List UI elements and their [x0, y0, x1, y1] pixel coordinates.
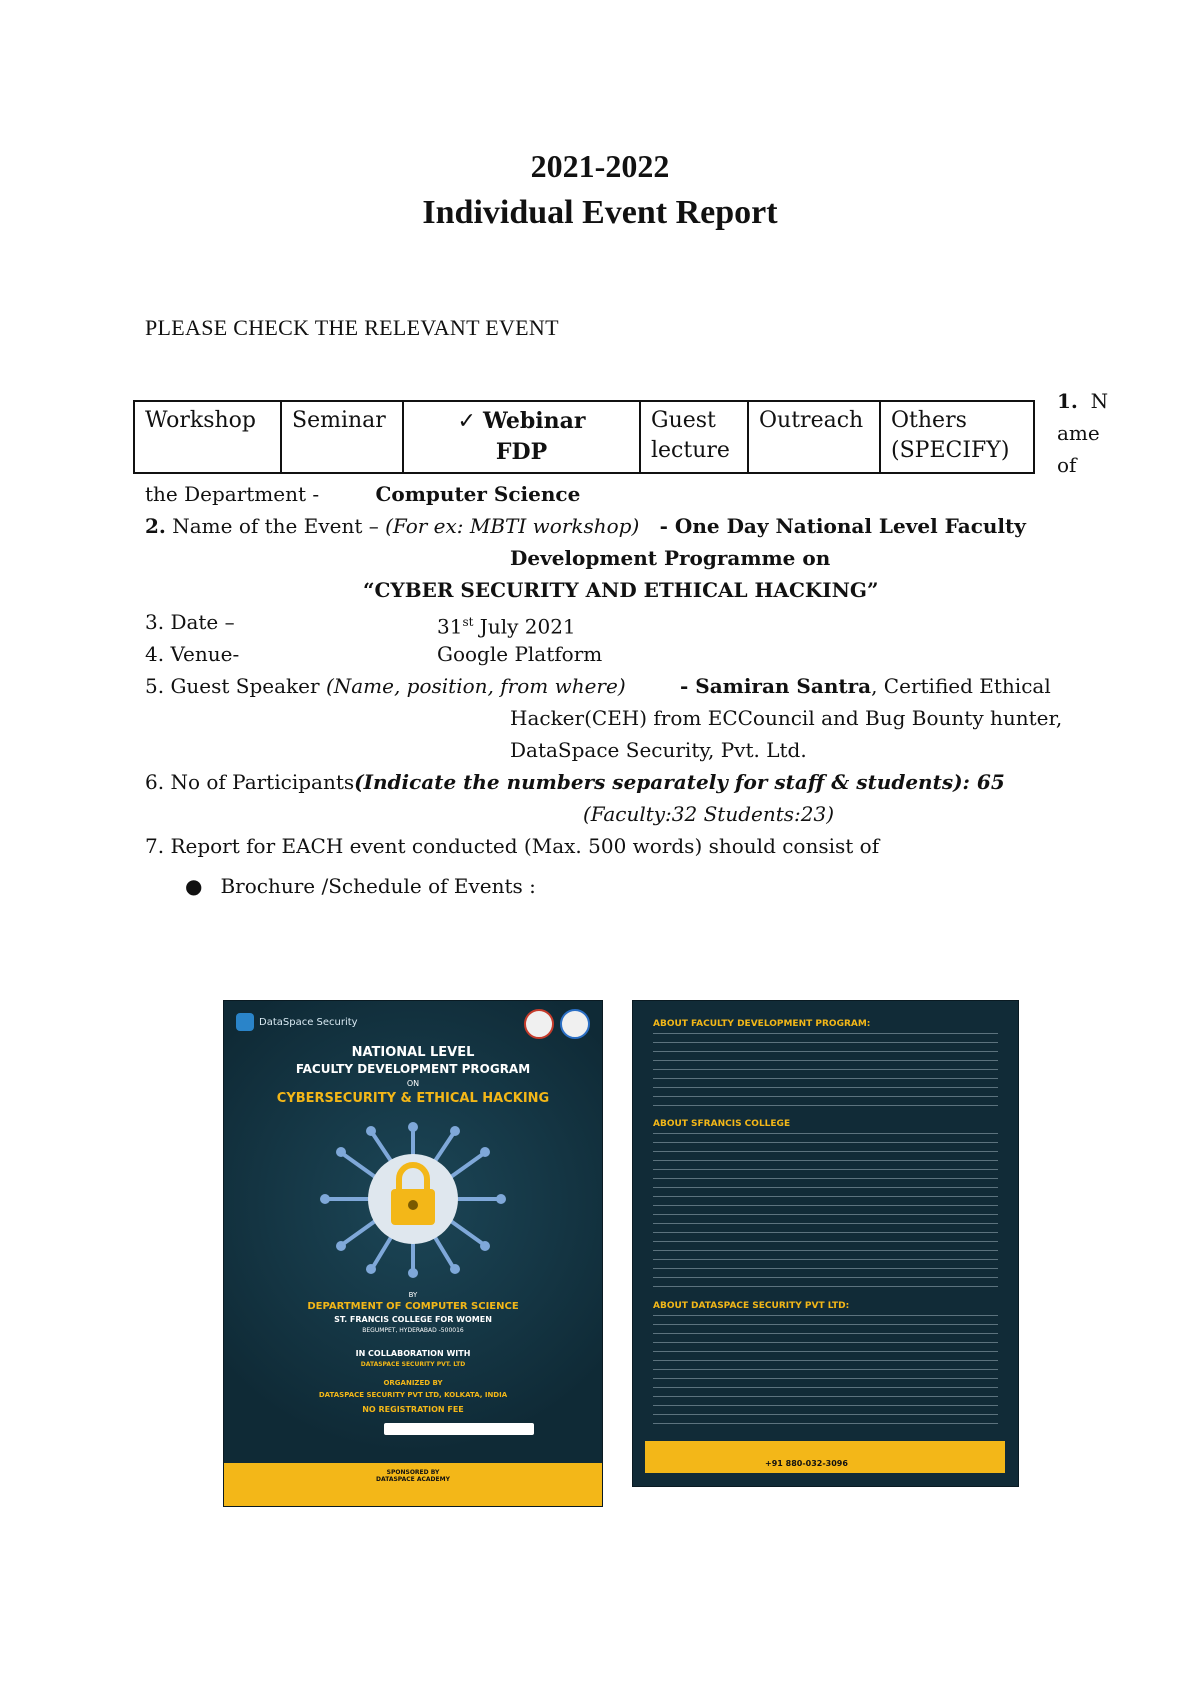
bullet-item: ● Brochure /Schedule of Events :: [185, 874, 536, 898]
event-name-value-2: Development Programme on: [510, 546, 831, 570]
poster-collab: IN COLLABORATION WITH: [355, 1349, 471, 1358]
event-name-value: - One Day National Level Faculty: [659, 514, 1026, 538]
speaker-desc-3: DataSpace Security, Pvt. Ltd.: [510, 738, 807, 762]
dataspace-logo-icon: [236, 1013, 254, 1031]
date-label: 3. Date –: [145, 610, 235, 634]
poster-dept: DEPARTMENT OF COMPUTER SCIENCE: [307, 1301, 519, 1312]
poster-partner: DATASPACE SECURITY PVT. LTD: [360, 1361, 466, 1368]
event-name-line: 2. Name of the Event – (For ex: MBTI workshop) - One Day National Level Faculty: [145, 514, 1026, 538]
seal-icon: [524, 1009, 554, 1039]
checkmark-icon: ✓: [457, 409, 476, 434]
poster-organized: ORGANIZED BY: [383, 1379, 443, 1387]
back-text-1: [653, 1033, 998, 1113]
participants-line: 6. No of Participants(Indicate the numbers separately for staff & students): 65: [145, 770, 1005, 794]
speaker-name: - Samiran Santra: [679, 674, 872, 698]
event-type-others[interactable]: Others (SPECIFY): [880, 401, 1034, 473]
poster-footer: SPONSORED BY DATASPACE ACADEMY: [224, 1463, 602, 1506]
brochure-back-image: [632, 1000, 1019, 1487]
poster-org-name: DATASPACE SECURITY PVT LTD, KOLKATA, INDIA: [318, 1391, 508, 1399]
brand-logo: DataSpace Security: [236, 1013, 358, 1031]
poster-line3: ON: [406, 1079, 420, 1088]
venue-label: 4. Venue-: [145, 642, 240, 666]
poster-line4: CYBERSECURITY & ETHICAL HACKING: [276, 1091, 550, 1106]
poster-college: ST. FRANCIS COLLEGE FOR WOMEN: [334, 1315, 492, 1324]
event-name-value-3: “CYBER SECURITY AND ETHICAL HACKING”: [363, 578, 879, 602]
college-seals: [524, 1009, 590, 1039]
report-title: Individual Event Report: [422, 194, 778, 231]
registration-link-box: [384, 1423, 534, 1435]
back-heading-2: ABOUT SFRANCIS COLLEGE: [653, 1119, 791, 1129]
back-text-3: [653, 1315, 998, 1425]
speaker-desc-2: Hacker(CEH) from ECCouncil and Bug Bounty hunter,: [510, 706, 1063, 730]
seal-icon: [560, 1009, 590, 1039]
circuit-lock-icon: [313, 1119, 513, 1279]
dept-label-wrap: 1. N ame of: [1057, 389, 1109, 477]
bullet-icon: ●: [185, 874, 203, 898]
poster-fee: NO REGISTRATION FEE: [362, 1405, 464, 1414]
event-type-table: [133, 400, 1035, 474]
speaker-line: 5. Guest Speaker (Name, position, from where) - Samiran Santra, Certified Ethical: [145, 674, 1051, 698]
report-requirement: 7. Report for EACH event conducted (Max. 500 words) should consist of: [145, 834, 880, 858]
poster-line1: NATIONAL LEVEL: [351, 1045, 475, 1060]
event-type-seminar[interactable]: Seminar: [281, 401, 403, 473]
poster-by: BY: [408, 1291, 418, 1299]
brochure-front-image: [223, 1000, 603, 1507]
poster-place: BEGUMPET, HYDERABAD -500016: [362, 1327, 464, 1334]
event-type-guest-lecture[interactable]: Guest lecture: [640, 401, 748, 473]
participants-breakdown: (Faculty:32 Students:23): [583, 802, 835, 826]
event-type-outreach[interactable]: Outreach: [748, 401, 880, 473]
back-text-2: [653, 1133, 998, 1293]
instruction-text: PLEASE CHECK THE RELEVANT EVENT: [145, 315, 559, 340]
back-heading-1: ABOUT FACULTY DEVELOPMENT PROGRAM:: [653, 1019, 871, 1029]
event-type-workshop[interactable]: Workshop: [134, 401, 281, 473]
event-type-webinar-fdp[interactable]: ✓ Webinar FDP: [403, 401, 640, 473]
dept-line: the Department - Computer Science: [145, 482, 581, 506]
dept-value: Computer Science: [375, 482, 581, 506]
back-footer: [645, 1441, 1005, 1473]
phone-number: +91 880-032-3096: [765, 1459, 848, 1468]
date-value: 31st July 2021: [437, 614, 576, 639]
report-year: 2021-2022: [530, 148, 670, 184]
venue-value: Google Platform: [437, 642, 603, 666]
poster-line2: FACULTY DEVELOPMENT PROGRAM: [295, 1062, 531, 1076]
back-heading-3: ABOUT DATASPACE SECURITY PVT LTD:: [653, 1301, 850, 1311]
